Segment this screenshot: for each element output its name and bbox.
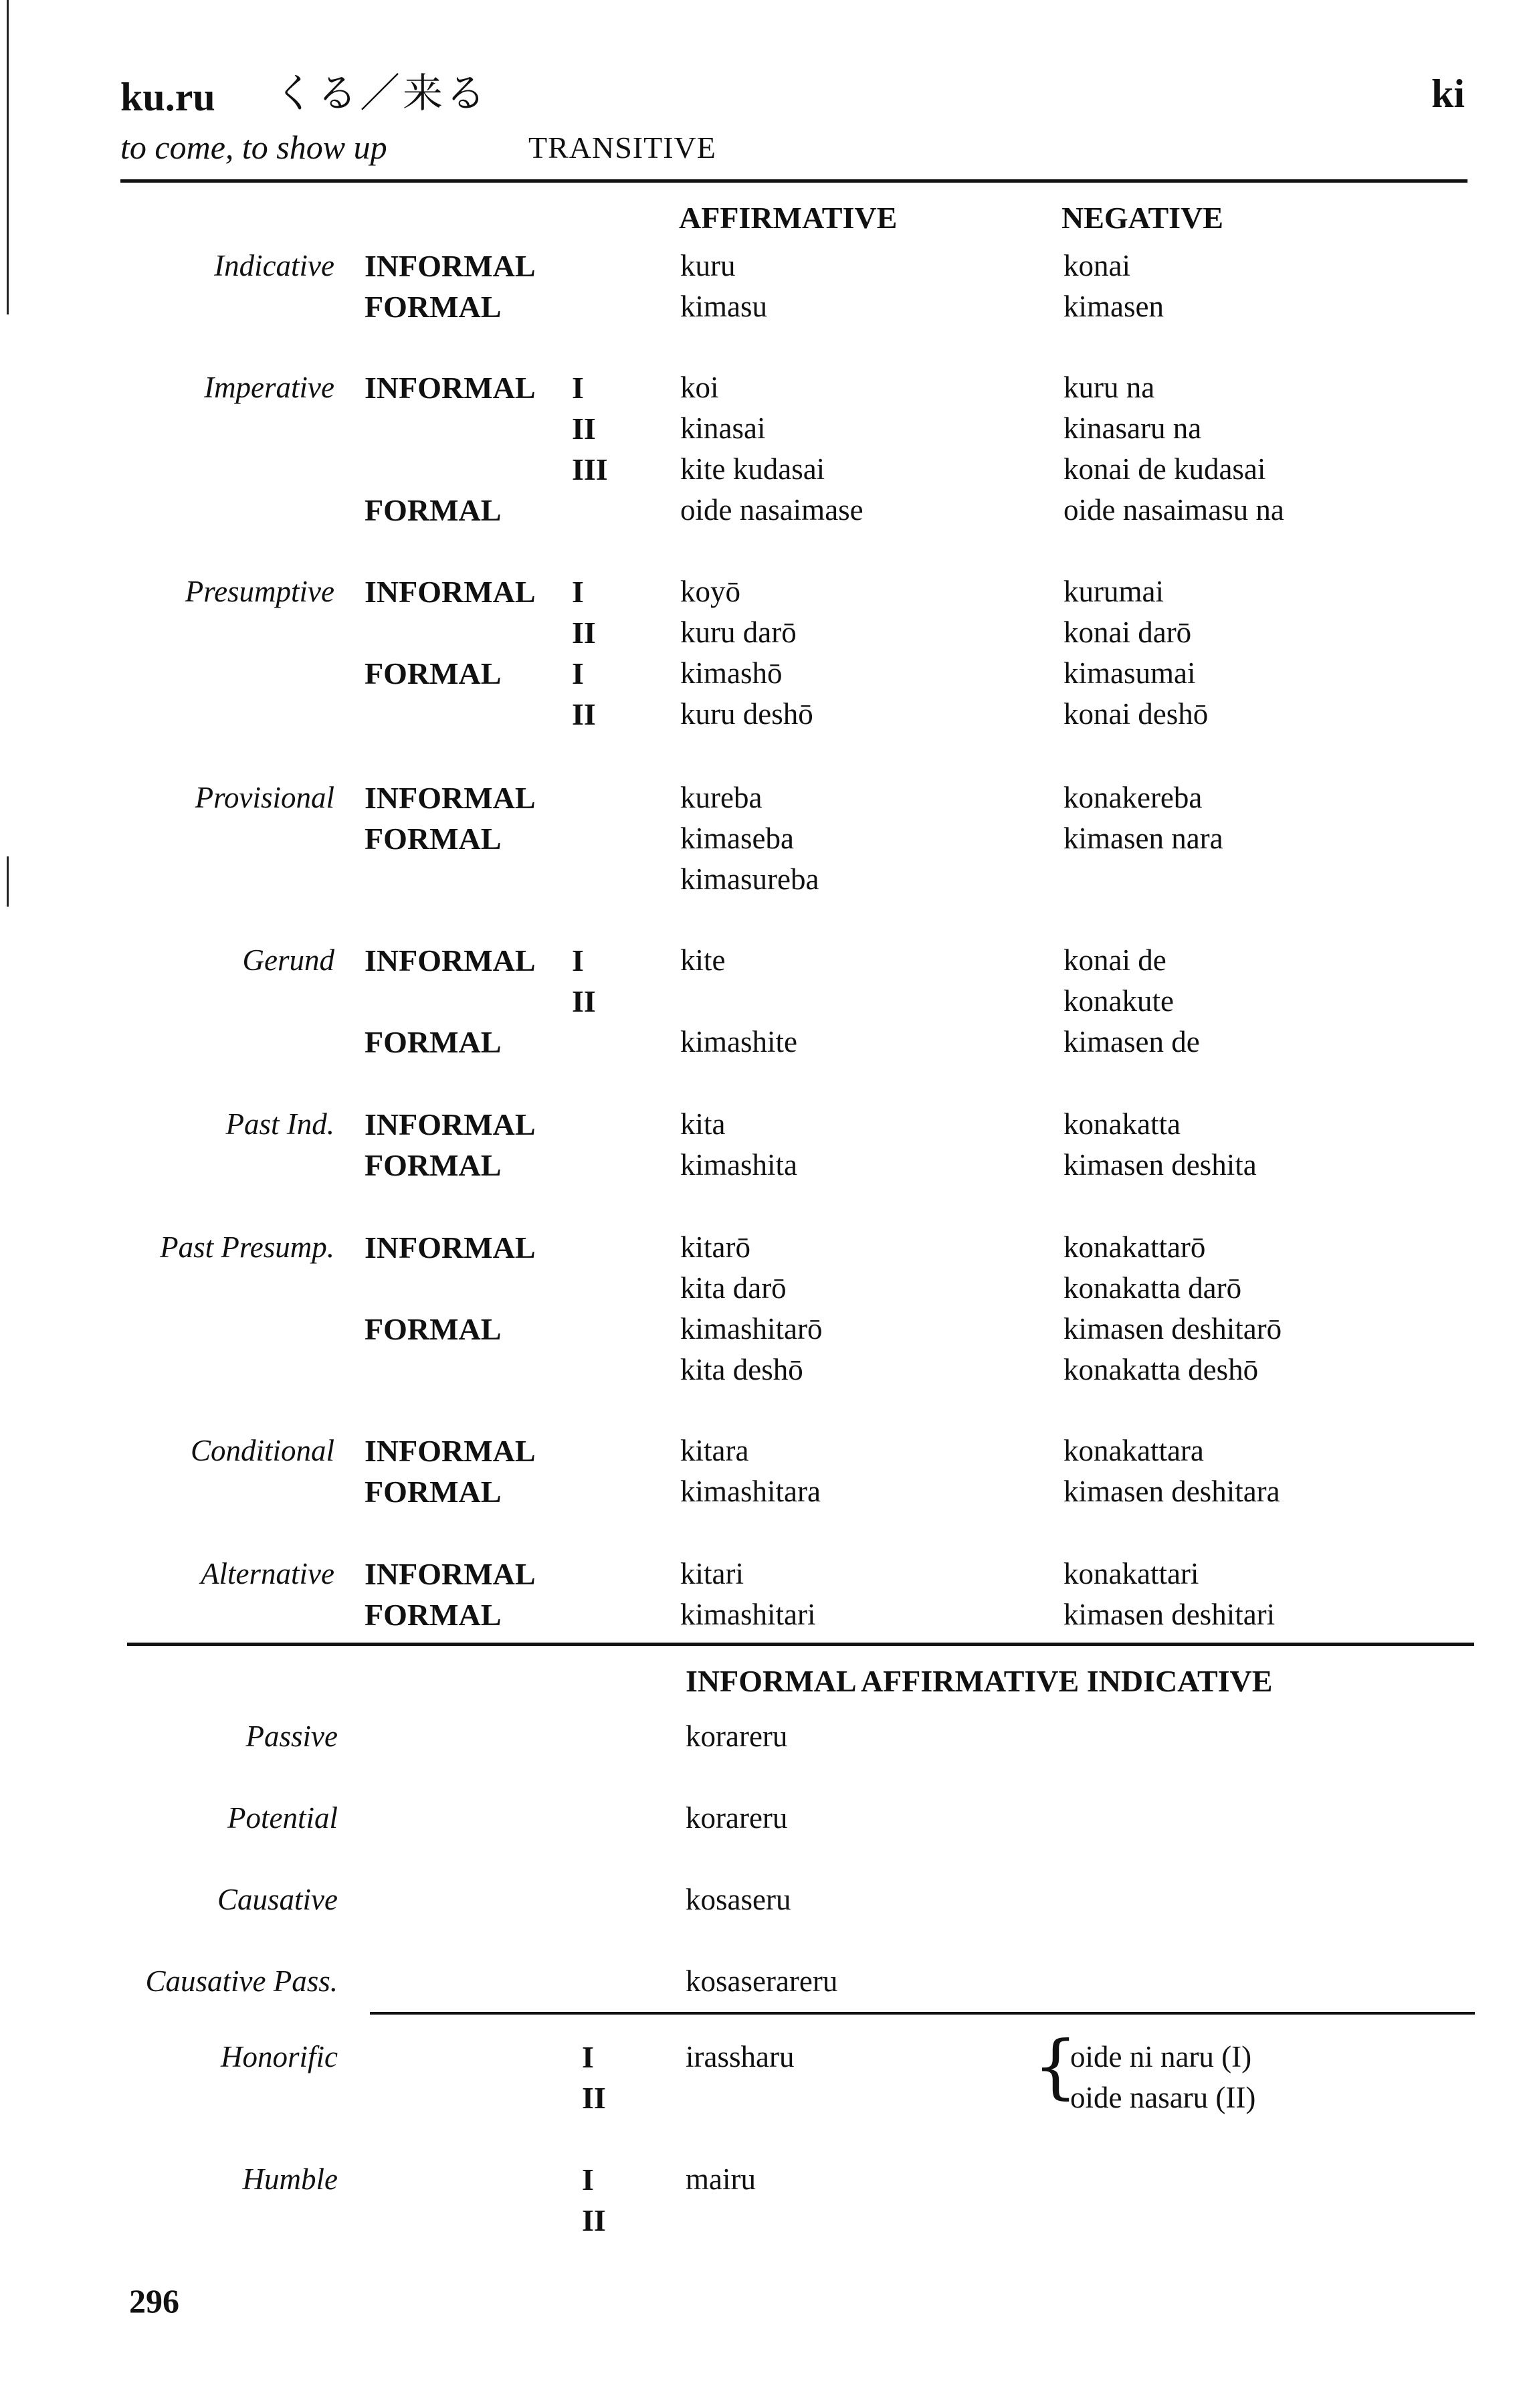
margin-mark-mid [7, 856, 9, 907]
affirmative-form: kimaseba [680, 822, 794, 855]
conjugation-label: Indicative [214, 249, 334, 282]
affirmative-form: kimashite [680, 1025, 797, 1058]
register-label: INFORMAL [365, 1434, 536, 1468]
register-label: FORMAL [365, 822, 502, 856]
section-rule [127, 1643, 1474, 1646]
negative-form: konakatta darō [1063, 1271, 1242, 1305]
register-label: FORMAL [365, 1312, 502, 1346]
register-label: INFORMAL [365, 1230, 536, 1265]
derived-form: kosaseru [686, 1883, 791, 1916]
register-label: INFORMAL [365, 943, 536, 978]
conjugation-label: Presumptive [185, 575, 334, 608]
transitivity: TRANSITIVE [528, 130, 716, 165]
affirmative-form: kinasai [680, 411, 766, 445]
negative-form: konakattari [1063, 1557, 1199, 1590]
verb-kana: くる／来る [274, 70, 488, 117]
version-label: II [572, 697, 596, 731]
negative-form: konakatta [1063, 1107, 1181, 1141]
humble-affirmative: mairu [686, 2162, 756, 2196]
affirmative-form: kuru deshō [680, 697, 813, 731]
negative-form: konai de kudasai [1063, 452, 1266, 486]
register-label: FORMAL [365, 1598, 502, 1632]
page-number: 296 [129, 2282, 179, 2320]
conjugation-label: Imperative [204, 371, 334, 404]
negative-form: konakatta deshō [1063, 1353, 1259, 1386]
negative-form: konakattara [1063, 1434, 1204, 1467]
header-rule [120, 179, 1467, 183]
index-tab: ki [1431, 72, 1465, 116]
honorific-version-2: II [582, 2081, 606, 2115]
derived-form: kosaserareru [686, 1964, 838, 1998]
version-label: II [572, 616, 596, 650]
register-label: INFORMAL [365, 249, 536, 283]
negative-form: kuru na [1063, 371, 1155, 404]
derived-label: Potential [227, 1801, 338, 1835]
affirmative-form: kimashitarō [680, 1312, 823, 1346]
humble-version-2: II [582, 2203, 606, 2237]
negative-form: kimasumai [1063, 656, 1196, 690]
register-label: FORMAL [365, 290, 502, 324]
negative-form: kimasen nara [1063, 822, 1223, 855]
version-label: I [572, 371, 584, 405]
register-label: FORMAL [365, 1148, 502, 1182]
negative-form: konakattarō [1063, 1230, 1206, 1264]
conjugation-label: Provisional [195, 781, 334, 814]
version-label: I [572, 575, 584, 609]
register-label: FORMAL [365, 1475, 502, 1509]
affirmative-form: kuru [680, 249, 736, 282]
negative-form: kimasen deshitarō [1063, 1312, 1282, 1346]
affirmative-form: kita deshō [680, 1353, 803, 1386]
verb-meaning: to come, to show up [120, 128, 387, 166]
negative-form: konakute [1063, 984, 1174, 1018]
negative-form: kurumai [1063, 575, 1164, 608]
affirmative-form: kimashitara [680, 1475, 821, 1508]
negative-form: kimasen deshitara [1063, 1475, 1280, 1508]
verb-romaji: ku.ru [120, 75, 215, 119]
version-label: III [572, 452, 608, 486]
honorific-label: Honorific [221, 2040, 338, 2073]
derived-label: Passive [245, 1720, 338, 1753]
negative-form: kimasen [1063, 290, 1164, 323]
affirmative-form: kite kudasai [680, 452, 825, 486]
affirmative-form: kimashō [680, 656, 783, 690]
conjugation-label: Past Ind. [225, 1107, 334, 1141]
honorific-version-1: I [582, 2040, 594, 2074]
brace-glyph: { [1033, 2025, 1078, 2107]
register-label: FORMAL [365, 1025, 502, 1059]
negative-form: kimasen de [1063, 1025, 1200, 1058]
conjugation-label: Gerund [242, 943, 334, 977]
negative-form: konai darō [1063, 616, 1192, 649]
honorific-affirmative: irassharu [686, 2040, 795, 2073]
version-label: II [572, 984, 596, 1018]
register-label: INFORMAL [365, 575, 536, 609]
affirmative-form: kitari [680, 1557, 744, 1590]
conjugation-label: Conditional [190, 1434, 334, 1467]
version-label: I [572, 943, 584, 978]
negative-form: kimasen deshitari [1063, 1598, 1276, 1631]
register-label: FORMAL [365, 656, 502, 690]
negative-form: konai de [1063, 943, 1166, 977]
honorific-rule [370, 2012, 1475, 2015]
affirmative-form: oide nasaimase [680, 493, 864, 527]
honorific-negative-2: oide nasaru (II) [1070, 2081, 1256, 2114]
register-label: INFORMAL [365, 1557, 536, 1591]
version-label: I [572, 656, 584, 690]
affirmative-form: kita [680, 1107, 726, 1141]
humble-label: Humble [242, 2162, 338, 2196]
register-label: INFORMAL [365, 1107, 536, 1141]
negative-heading: NEGATIVE [1061, 201, 1223, 235]
affirmative-form: kita darō [680, 1271, 787, 1305]
conjugation-label: Past Presump. [160, 1230, 334, 1264]
register-label: FORMAL [365, 493, 502, 527]
affirmative-form: koi [680, 371, 719, 404]
conjugation-label: Alternative [201, 1557, 334, 1590]
negative-form: konai deshō [1063, 697, 1209, 731]
affirmative-form: kuru darō [680, 616, 797, 649]
register-label: INFORMAL [365, 371, 536, 405]
affirmative-form: kimasu [680, 290, 767, 323]
derived-label: Causative [217, 1883, 338, 1916]
affirmative-form: kureba [680, 781, 763, 814]
negative-form: konakereba [1063, 781, 1203, 814]
register-label: INFORMAL [365, 781, 536, 815]
negative-form: kimasen deshita [1063, 1148, 1257, 1182]
version-label: II [572, 411, 596, 446]
affirmative-form: kite [680, 943, 726, 977]
derived-label: Causative Pass. [145, 1964, 338, 1998]
negative-form: kinasaru na [1063, 411, 1202, 445]
affirmative-form: koyō [680, 575, 740, 608]
affirmative-form: kimashita [680, 1148, 797, 1182]
derived-form: korareru [686, 1801, 788, 1835]
affirmative-form: kimashitari [680, 1598, 816, 1631]
derived-form: korareru [686, 1720, 788, 1753]
affirmative-heading: AFFIRMATIVE [679, 201, 898, 235]
humble-version-1: I [582, 2162, 594, 2197]
affirmative-form: kimasureba [680, 862, 819, 896]
negative-form: konai [1063, 249, 1130, 282]
affirmative-form: kitara [680, 1434, 749, 1467]
affirmative-form: kitarō [680, 1230, 750, 1264]
margin-mark-top [7, 0, 9, 314]
honorific-negative-1: oide ni naru (I) [1070, 2040, 1252, 2073]
negative-form: oide nasaimasu na [1063, 493, 1284, 527]
derived-heading: INFORMAL AFFIRMATIVE INDICATIVE [686, 1664, 1273, 1698]
